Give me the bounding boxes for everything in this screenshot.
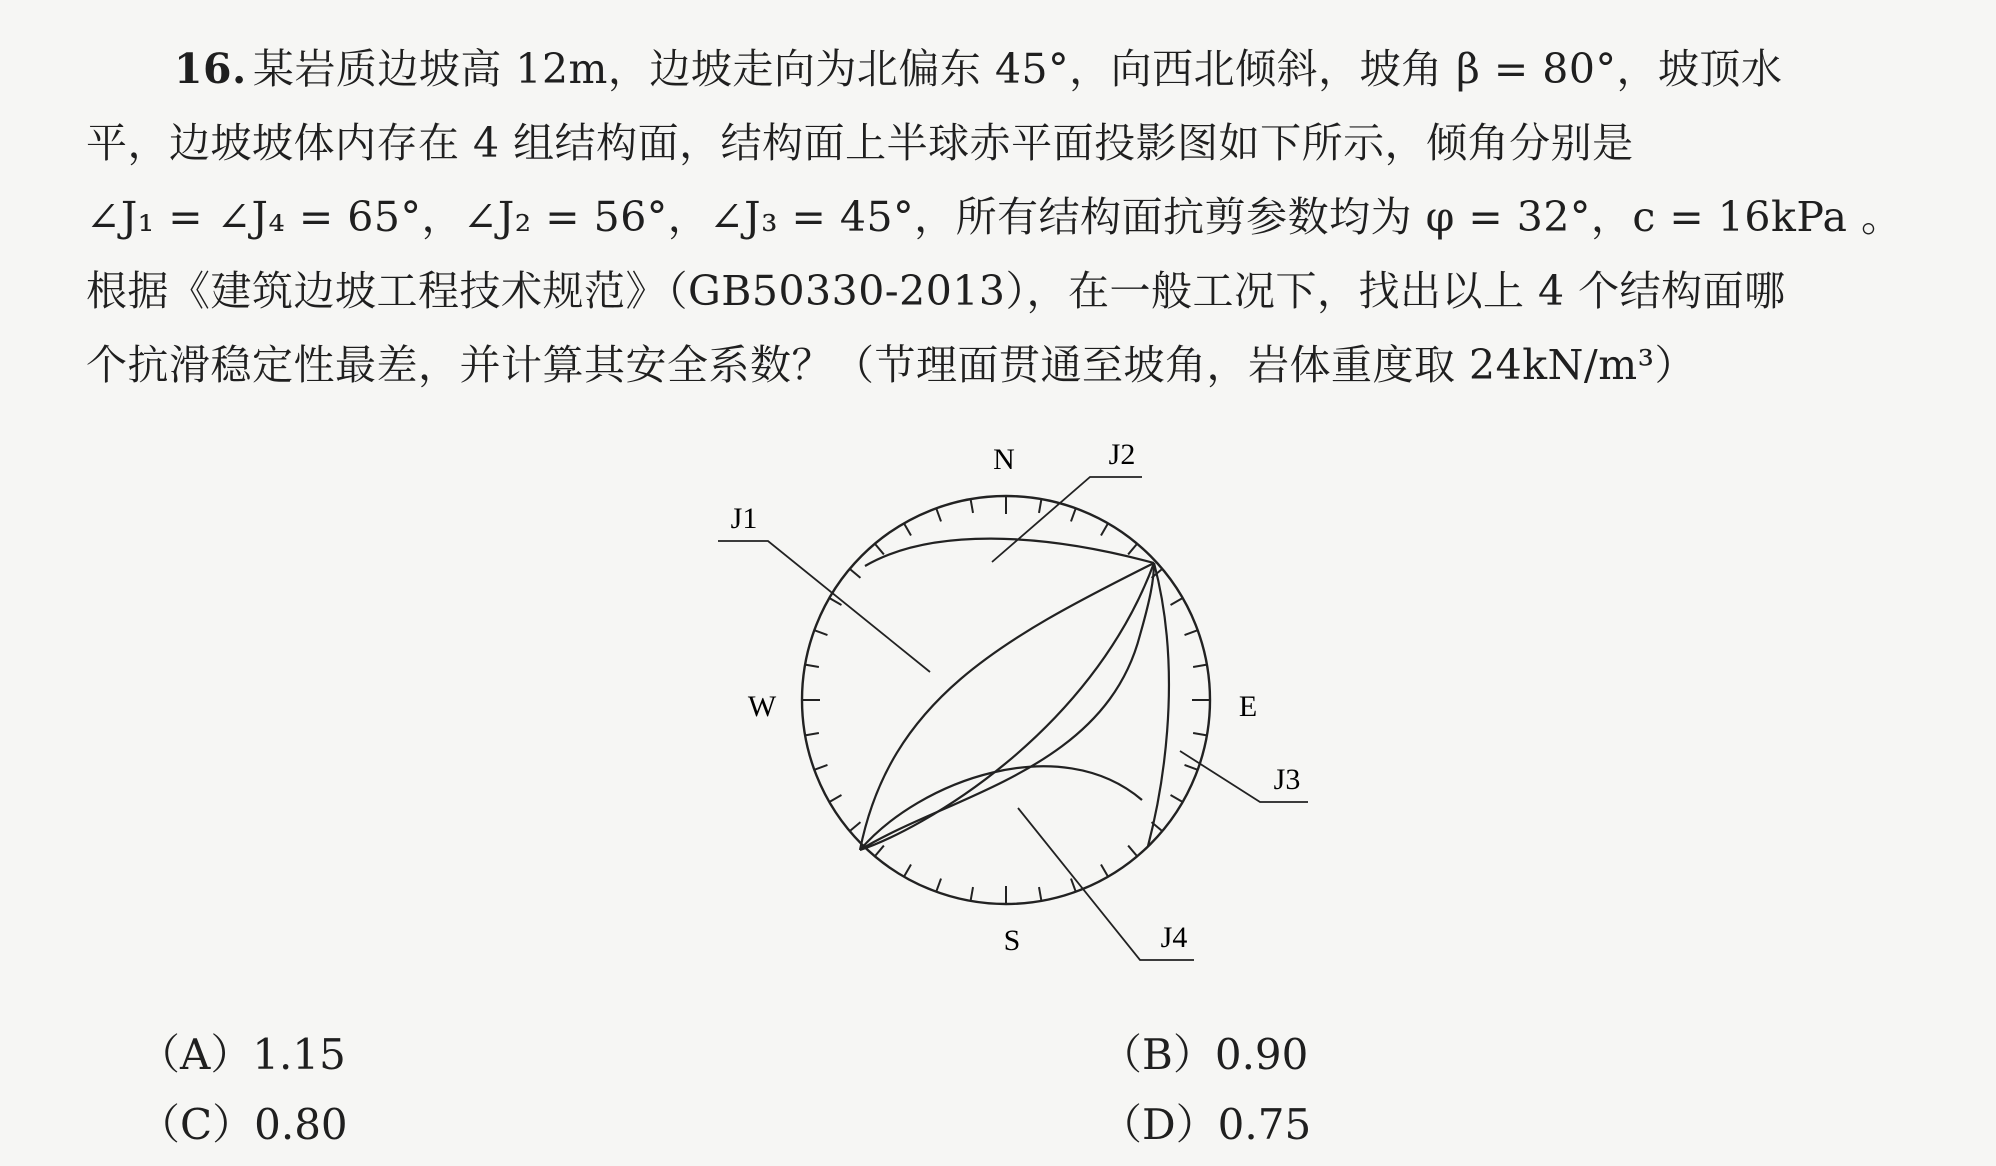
stereonet-tick <box>1039 887 1041 901</box>
stereonet-tick <box>850 569 861 578</box>
question-line-4: 根据《建筑边坡工程技术规范》（GB50330-2013），在一般工况下，找出以上 4 个结构面哪 <box>86 267 1786 315</box>
stereonet-tick <box>1101 865 1108 877</box>
north-label: N <box>993 443 1015 476</box>
j4-great-circle <box>860 563 1154 850</box>
east-label: E <box>1238 690 1258 723</box>
stereonet-tick <box>875 846 884 857</box>
j1-label: J1 <box>730 502 758 535</box>
question-line-3: ∠J₁ = ∠J₄ = 65°，∠J₂ = 56°，∠J₃ = 45°，所有结构面抗剪参数均为 φ = 32°，c = 16kPa 。 <box>86 193 1903 241</box>
stereonet-tick <box>971 887 973 901</box>
stereonet-tick <box>936 879 941 892</box>
stereonet-tick <box>1193 665 1207 667</box>
stereonet-figure <box>0 420 1996 980</box>
option-d[interactable]: （D）0.75 <box>1100 1100 1312 1149</box>
j1-great-circle <box>865 539 1154 566</box>
answer-options <box>0 1010 1996 1160</box>
stereonet-tick <box>1193 733 1207 735</box>
stereonet-tick <box>1128 544 1137 555</box>
stereonet-tick <box>1039 499 1041 513</box>
j2-leader-line <box>992 477 1142 562</box>
stereonet-tick <box>1185 765 1198 770</box>
stereonet-tick <box>805 665 819 667</box>
option-a[interactable]: （A）1.15 <box>138 1030 346 1079</box>
j2-great-circle <box>860 563 1154 850</box>
question-stem <box>86 32 1948 402</box>
stereonet-svg <box>0 420 1996 980</box>
stereonet-tick <box>904 523 911 535</box>
question-number: 16. <box>174 45 247 93</box>
stereonet-tick <box>1071 508 1076 521</box>
extra-great-circle <box>860 766 1142 850</box>
question-text-line-1: 某岩质边坡高 12m，边坡走向为北偏东 45°，向西北倾斜，坡角 β = 80°，坡顶水 <box>252 45 1783 93</box>
slope-great-circle <box>860 563 1154 850</box>
stereonet-tick <box>1171 795 1183 802</box>
stereonet-tick <box>971 499 973 513</box>
j3-great-circle <box>1148 563 1169 846</box>
stereonet-tick <box>1128 846 1137 857</box>
stereonet-tick <box>814 630 827 635</box>
stereonet-tick <box>904 865 911 877</box>
stereonet-tick <box>936 508 941 521</box>
stereonet-tick <box>829 795 841 802</box>
stereonet-tick <box>850 822 861 831</box>
question-line-1 <box>86 32 1948 106</box>
stereonet-tick <box>805 733 819 735</box>
stereonet-tick <box>1185 630 1198 635</box>
question-line-5: 个抗滑稳定性最差，并计算其安全系数？（节理面贯通至坡角，岩体重度取 24kN/m³） <box>86 341 1697 389</box>
west-label: W <box>747 690 777 723</box>
stereonet-tick <box>814 765 827 770</box>
question-line-2: 平，边坡坡体内存在 4 组结构面，结构面上半球赤平面投影图如下所示，倾角分别是 <box>86 119 1634 167</box>
j2-label: J2 <box>1108 438 1136 471</box>
option-c[interactable]: （C）0.80 <box>138 1100 348 1149</box>
j4-label: J4 <box>1160 921 1188 954</box>
stereonet-tick <box>1101 523 1108 535</box>
option-b[interactable]: （B）0.90 <box>1100 1030 1309 1079</box>
j3-label: J3 <box>1273 763 1301 796</box>
stereonet-tick <box>1171 598 1183 605</box>
stereonet-tick <box>875 544 884 555</box>
south-label: S <box>1003 924 1021 957</box>
